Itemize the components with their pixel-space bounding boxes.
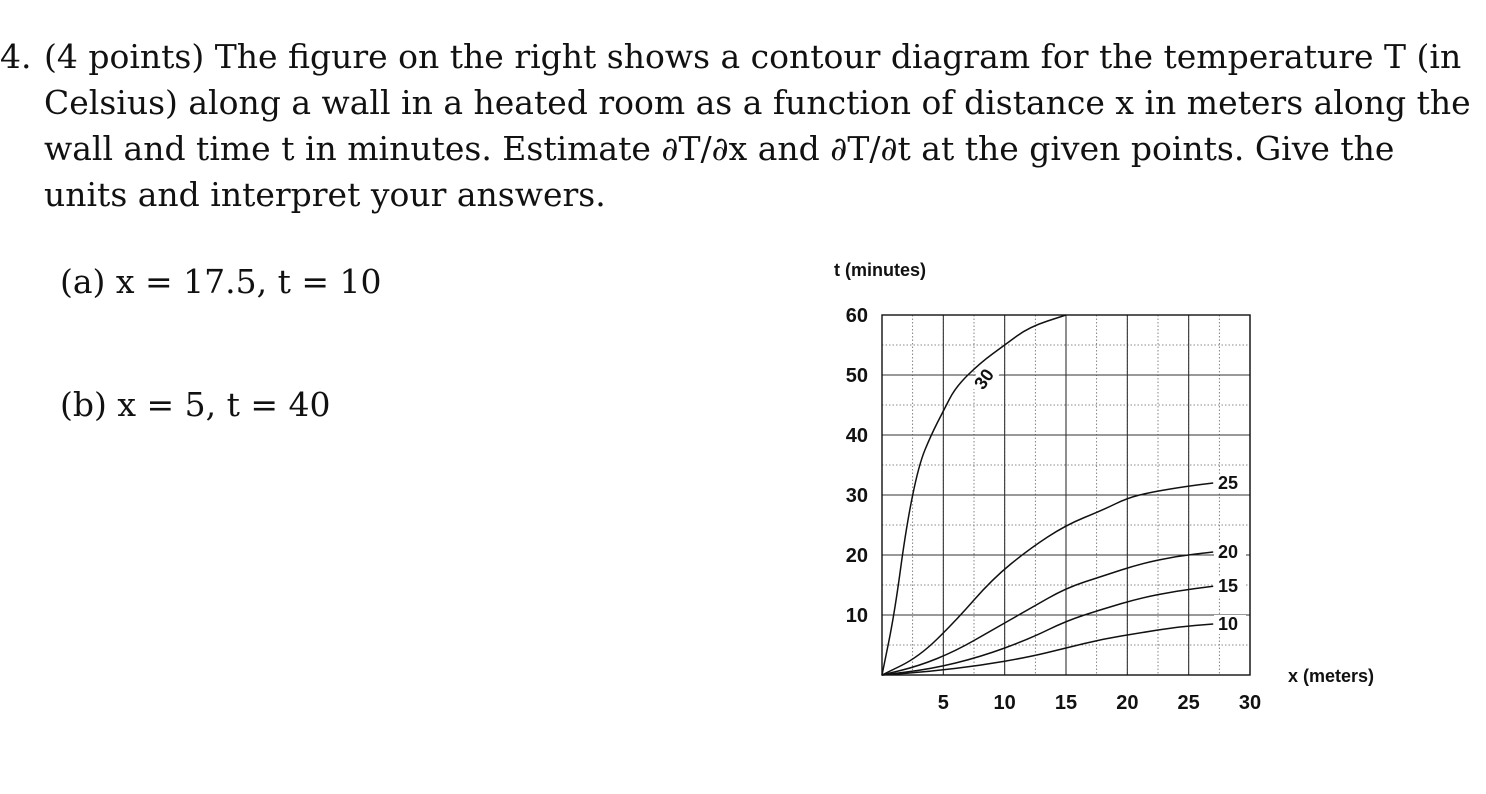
statement-line-2: Celsius) along a wall in a heated room as a function of distance x in meters along the <box>44 83 1471 122</box>
y-tick-label: 60 <box>845 305 868 327</box>
x-tick-label: 15 <box>1054 692 1078 714</box>
part-a: (a) x = 17.5, t = 10 <box>60 262 382 301</box>
contour-10 <box>882 624 1213 675</box>
contour-label-25: 25 <box>1218 473 1239 493</box>
statement-line-3: wall and time t in minutes. Estimate ∂T/∂x and ∂T/∂t at the given points. Give the <box>44 129 1395 168</box>
contour-20 <box>882 552 1213 675</box>
contour-15 <box>882 586 1213 675</box>
x-tick-label: 20 <box>1116 692 1139 714</box>
y-axis-label: t (minutes) <box>834 260 926 280</box>
problem-statement <box>44 34 1471 218</box>
problem-4 <box>0 34 1471 218</box>
y-tick-label: 50 <box>845 365 868 387</box>
contour-label-30: 30 <box>970 365 998 393</box>
problem-number: 4. <box>0 37 32 76</box>
y-tick-label: 20 <box>845 545 868 567</box>
x-tick-label: 10 <box>993 692 1016 714</box>
x-tick-label: 5 <box>937 692 949 714</box>
statement-line-1: (4 points) The figure on the right shows a contour diagram for the temperature T (in <box>44 37 1462 76</box>
contour-chart <box>820 250 1390 720</box>
tick-labels <box>846 305 1261 714</box>
contour-label-20: 20 <box>1218 542 1239 562</box>
y-tick-label: 30 <box>845 485 868 507</box>
x-axis-label: x (meters) <box>1288 666 1375 686</box>
contour-label-15: 15 <box>1218 576 1239 597</box>
contour-25 <box>882 483 1213 675</box>
x-tick-label: 25 <box>1177 692 1200 714</box>
part-b: (b) x = 5, t = 40 <box>60 385 331 424</box>
y-tick-label: 40 <box>845 425 868 447</box>
y-tick-label: 10 <box>845 605 868 627</box>
contour-label-10: 10 <box>1218 614 1239 634</box>
x-tick-label: 30 <box>1238 692 1262 714</box>
statement-line-4: units and interpret your answers. <box>44 175 606 214</box>
